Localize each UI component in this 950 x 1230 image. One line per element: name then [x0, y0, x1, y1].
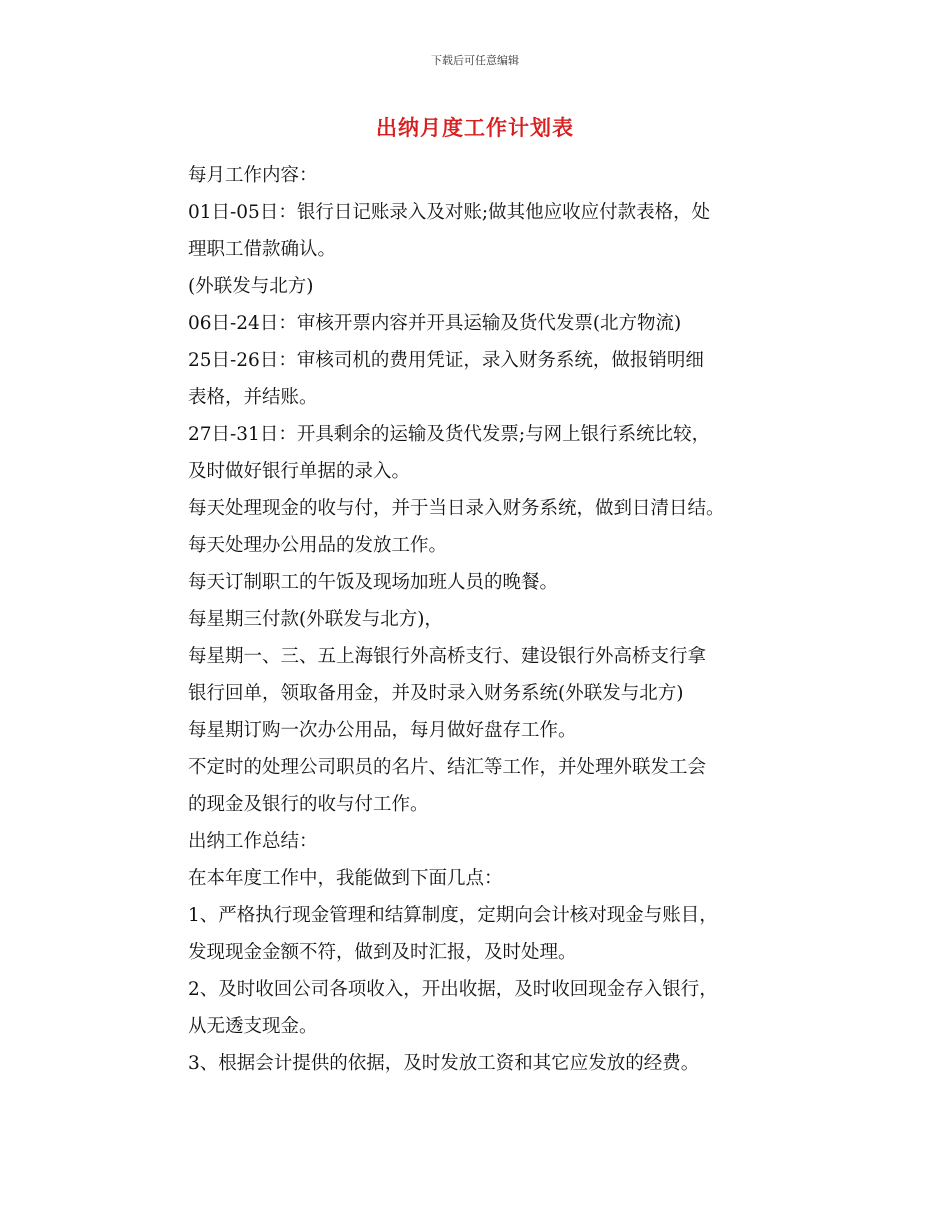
- text-line: 出纳工作总结：: [188, 831, 318, 852]
- text-line: 2、及时收回公司各项收入，开出收据，及时收回现金存入银行，: [188, 979, 718, 1000]
- text-line: 每星期三付款(外联发与北方)，: [188, 609, 443, 630]
- text-line: 每天处理现金的收与付，并于当日录入财务系统，做到日清日结。: [188, 498, 725, 519]
- paragraph: [141, 749, 821, 823]
- text-line: 表格，并结账。: [188, 387, 318, 408]
- paragraph: [141, 564, 821, 601]
- text-line: 1、严格执行现金管理和结算制度，定期向会计核对现金与账目，: [188, 905, 718, 926]
- paragraph: [141, 860, 821, 897]
- paragraph: [141, 712, 821, 749]
- paragraph: [141, 194, 821, 268]
- text-line: 25日-26日：审核司机的费用凭证，录入财务系统，做报销明细: [188, 350, 704, 371]
- paragraph: [141, 416, 821, 490]
- text-line: 每天订制职工的午饭及现场加班人员的晚餐。: [188, 572, 559, 593]
- text-line: 及时做好银行单据的录入。: [188, 461, 411, 482]
- document-title: 出纳月度工作计划表: [376, 115, 574, 140]
- paragraph: [141, 897, 821, 971]
- text-line: 的现金及银行的收与付工作。: [188, 794, 429, 815]
- text-line: 01日-05日：银行日记账录入及对账;做其他应收应付款表格，处: [188, 202, 711, 223]
- paragraph: [141, 601, 821, 638]
- text-line: 不定时的处理公司职员的名片、结汇等工作，并处理外联发工会: [188, 757, 707, 778]
- text-line: 27日-31日：开具剩余的运输及货代发票;与网上银行系统比较，: [188, 424, 711, 445]
- paragraph: [141, 157, 821, 194]
- text-line: 从无透支现金。: [188, 1016, 318, 1037]
- text-line: 发现现金金额不符，做到及时汇报，及时处理。: [188, 942, 577, 963]
- text-line: 每天处理办公用品的发放工作。: [188, 535, 448, 556]
- paragraph: [141, 1045, 821, 1082]
- page-header: 下载后可任意编辑: [431, 54, 519, 67]
- document-body: [141, 157, 821, 1082]
- paragraph: [141, 971, 821, 1045]
- text-line: 每月工作内容：: [188, 165, 318, 186]
- text-line: 每星期订购一次办公用品，每月做好盘存工作。: [188, 720, 577, 741]
- text-line: (外联发与北方): [188, 276, 314, 297]
- paragraph: [141, 638, 821, 712]
- text-line: 每星期一、三、五上海银行外高桥支行、建设银行外高桥支行拿: [188, 646, 707, 667]
- paragraph: [141, 527, 821, 564]
- paragraph: [141, 342, 821, 416]
- text-line: 06日-24日：审核开票内容并开具运输及货代发票(北方物流): [188, 313, 682, 334]
- paragraph: [141, 823, 821, 860]
- text-line: 在本年度工作中，我能做到下面几点：: [188, 868, 503, 889]
- text-line: 3、根据会计提供的依据，及时发放工资和其它应发放的经费。: [188, 1053, 700, 1074]
- paragraph: [141, 490, 821, 527]
- text-line: 理职工借款确认。: [188, 239, 337, 260]
- paragraph: [141, 268, 821, 305]
- text-line: 银行回单，领取备用金，并及时录入财务系统(外联发与北方): [188, 683, 684, 704]
- paragraph: [141, 305, 821, 342]
